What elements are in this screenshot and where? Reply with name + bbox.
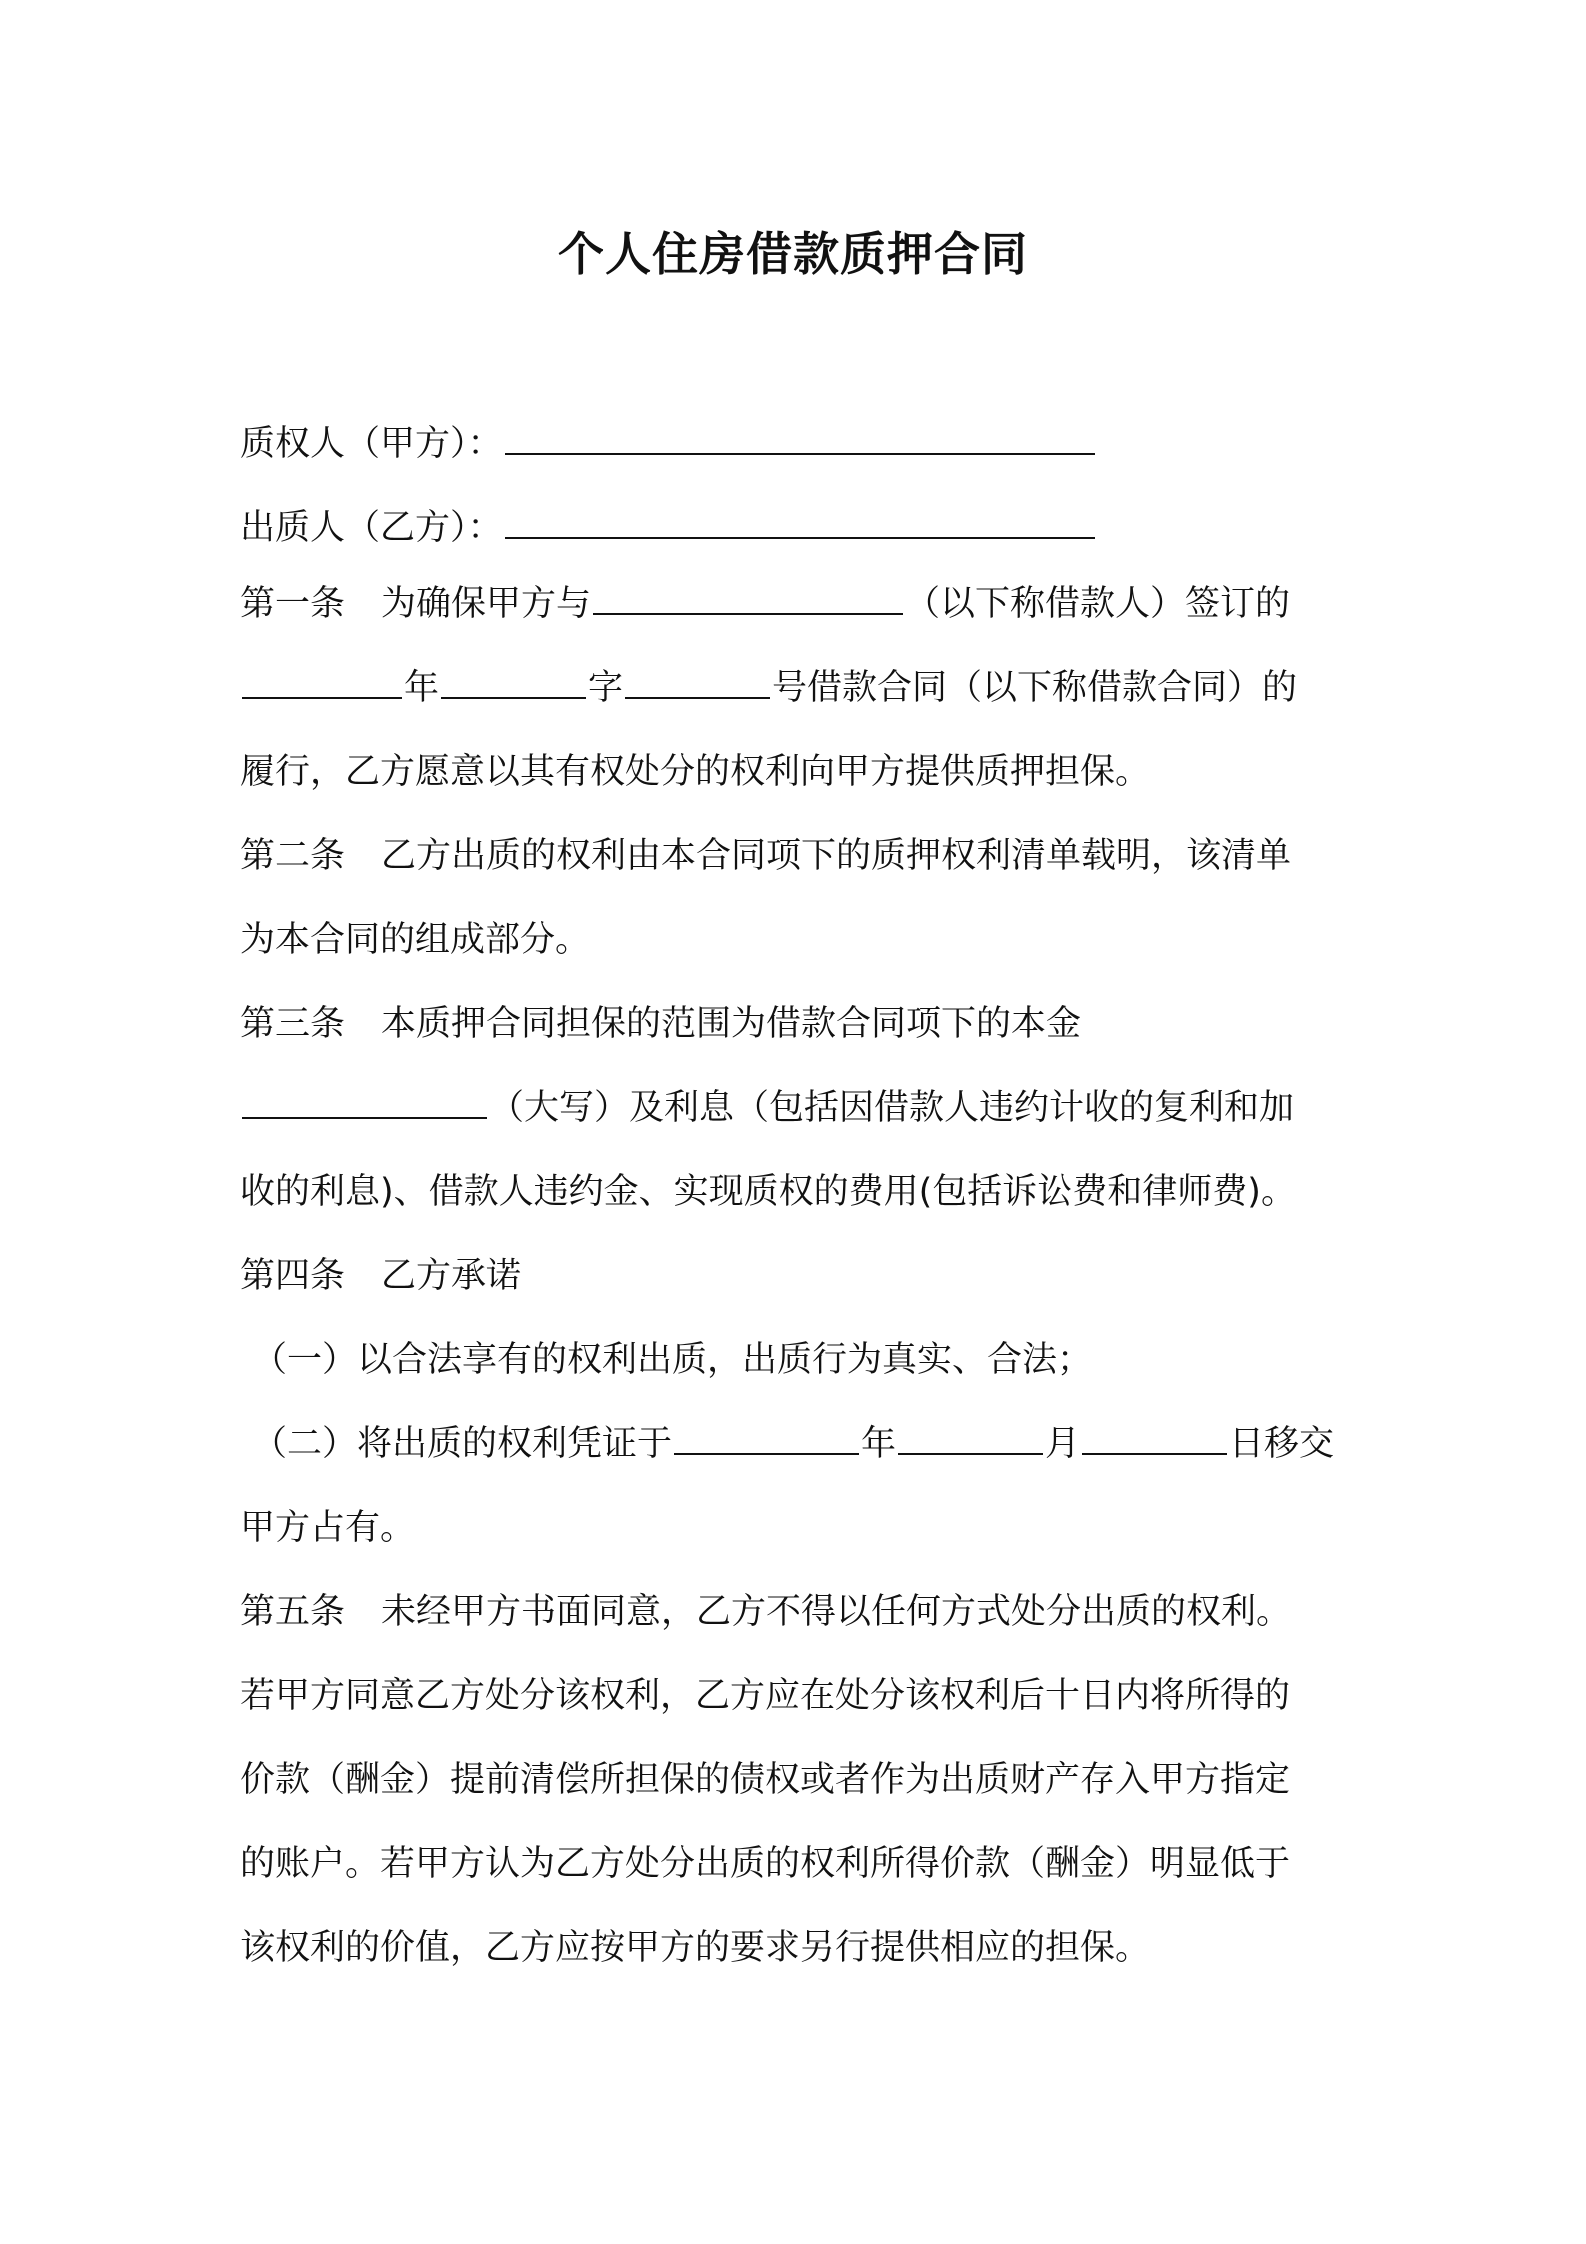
article-3-line-2 xyxy=(240,1084,1360,1132)
pledgor-line xyxy=(240,504,1360,552)
article-1-heading: 第一条 xyxy=(240,584,346,624)
article-1-line-1 xyxy=(240,580,1360,628)
article-2-line-2 xyxy=(240,916,1360,964)
article-4-item-2-line-2 xyxy=(240,1504,1360,1552)
article-1-text-a: 为确保甲方与 xyxy=(381,584,592,624)
article-5-line-2 xyxy=(240,1672,1360,1720)
handover-day-label: 日移交 xyxy=(1229,1424,1335,1464)
article-4-item-2-text-b: 甲方占有。 xyxy=(240,1508,416,1548)
pledgee-blank xyxy=(505,423,1095,455)
handover-year-blank xyxy=(674,1423,859,1455)
article-5-line-1 xyxy=(240,1588,1360,1636)
contract-number-blank xyxy=(625,667,770,699)
article-1-text-c: 号借款合同（以下称借款合同）的 xyxy=(772,668,1298,708)
article-2-text-a: 乙方出质的权利由本合同项下的质押权利清单载明，该清单 xyxy=(381,836,1292,876)
article-1-line-2 xyxy=(240,664,1360,712)
article-4-item-1-text: （一）以合法享有的权利出质，出质行为真实、合法； xyxy=(252,1340,1093,1380)
article-5-text-a: 未经甲方书面同意，乙方不得以任何方式处分出质的权利。 xyxy=(381,1592,1292,1632)
article-3-line-3 xyxy=(240,1168,1360,1216)
article-2-heading: 第二条 xyxy=(240,836,346,876)
article-4-item-2-line-1 xyxy=(240,1420,1360,1468)
word-label: 字 xyxy=(588,668,624,708)
article-3-heading: 第三条 xyxy=(240,1004,346,1044)
article-5-line-3 xyxy=(240,1756,1360,1804)
article-5-text-d: 的账户。若甲方认为乙方处分出质的权利所得价款（酬金）明显低于 xyxy=(240,1844,1291,1884)
article-1-line-3 xyxy=(240,748,1360,796)
pledgor-blank xyxy=(505,507,1095,539)
contract-year-blank xyxy=(242,667,402,699)
article-5-line-4 xyxy=(240,1840,1360,1888)
pledgor-label: 出质人（乙方）： xyxy=(240,508,503,548)
document-title: 个人住房借款质押合同 xyxy=(558,227,1028,281)
article-4-line-1 xyxy=(240,1252,1360,1300)
article-3-text-c: 收的利息)、借款人违约金、实现质权的费用(包括诉讼费和律师费)。 xyxy=(240,1172,1296,1212)
article-3-text-b: （大写）及利息（包括因借款人违约计收的复利和加 xyxy=(489,1088,1295,1128)
article-4-item-2-text-a: （二）将出质的权利凭证于 xyxy=(252,1424,673,1464)
principal-blank xyxy=(242,1087,487,1119)
article-5-text-b: 若甲方同意乙方处分该权利，乙方应在处分该权利后十日内将所得的 xyxy=(240,1676,1291,1716)
article-2-line-1 xyxy=(240,832,1360,880)
article-5-heading: 第五条 xyxy=(240,1592,346,1632)
pledgee-label: 质权人（甲方）： xyxy=(240,424,503,464)
article-1-text-b: （以下称借款人）签订的 xyxy=(905,584,1291,624)
pledgee-line xyxy=(240,420,1360,468)
year-label: 年 xyxy=(404,668,440,708)
article-4-item-1 xyxy=(240,1336,1360,1384)
handover-month-label: 月 xyxy=(1045,1424,1081,1464)
handover-year-label: 年 xyxy=(861,1424,897,1464)
contract-word-blank xyxy=(441,667,586,699)
article-2-text-b: 为本合同的组成部分。 xyxy=(240,920,591,960)
article-5-text-c: 价款（酬金）提前清偿所担保的债权或者作为出质财产存入甲方指定 xyxy=(240,1760,1291,1800)
article-5-line-5 xyxy=(240,1924,1360,1972)
article-3-text-a: 本质押合同担保的范围为借款合同项下的本金 xyxy=(381,1004,1082,1044)
article-4-text-a: 乙方承诺 xyxy=(381,1256,522,1296)
borrower-blank xyxy=(593,583,903,615)
article-1-text-d: 履行，乙方愿意以其有权处分的权利向甲方提供质押担保。 xyxy=(240,752,1151,792)
article-3-line-1 xyxy=(240,1000,1360,1048)
handover-day-blank xyxy=(1082,1423,1227,1455)
handover-month-blank xyxy=(898,1423,1043,1455)
article-4-heading: 第四条 xyxy=(240,1256,346,1296)
article-5-text-e: 该权利的价值，乙方应按甲方的要求另行提供相应的担保。 xyxy=(240,1928,1151,1968)
